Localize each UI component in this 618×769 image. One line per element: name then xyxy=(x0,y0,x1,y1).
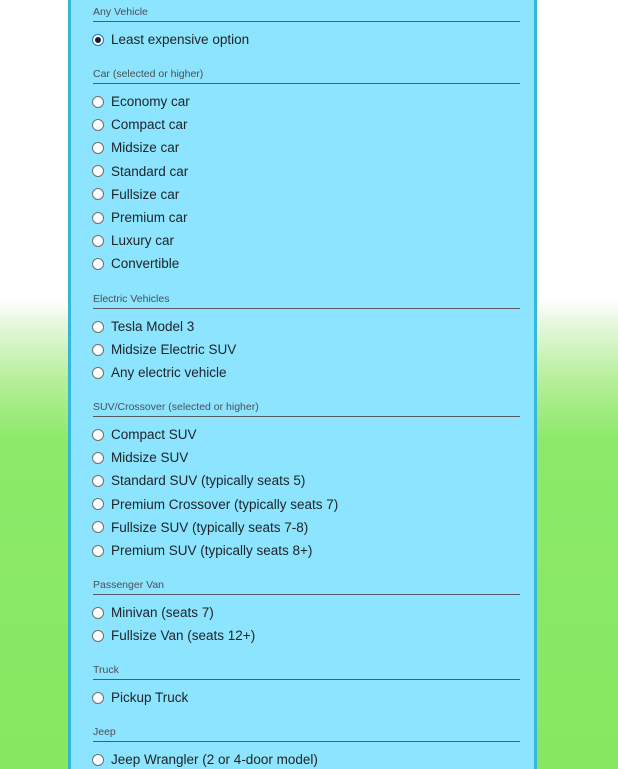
option-label: Jeep Wrangler (2 or 4-door model) xyxy=(111,752,318,768)
option-midsize-suv[interactable] xyxy=(93,446,520,469)
option-fullsize-van[interactable] xyxy=(93,624,520,647)
option-midsize-car[interactable] xyxy=(93,136,520,159)
option-compact-suv[interactable] xyxy=(93,423,520,446)
option-pickup-truck[interactable] xyxy=(93,686,520,709)
option-premium-crossover[interactable] xyxy=(93,493,520,516)
option-convertible[interactable] xyxy=(93,252,520,275)
radio-button[interactable] xyxy=(92,754,104,766)
option-premium-suv[interactable] xyxy=(93,539,520,562)
option-label: Midsize car xyxy=(111,140,180,156)
option-fullsize-car[interactable] xyxy=(93,183,520,206)
option-label: Luxury car xyxy=(111,233,175,249)
option-label: Pickup Truck xyxy=(111,690,189,706)
option-label: Compact SUV xyxy=(111,427,197,443)
radio-button[interactable] xyxy=(92,630,104,642)
option-label: Premium Crossover (typically seats 7) xyxy=(111,496,339,512)
option-label: Economy car xyxy=(111,94,190,110)
radio-button[interactable] xyxy=(92,429,104,441)
option-label: Fullsize SUV (typically seats 7-8) xyxy=(111,519,309,535)
option-label: Standard car xyxy=(111,163,189,179)
option-jeep-wrangler[interactable] xyxy=(93,748,520,769)
option-label: Any electric vehicle xyxy=(111,365,227,381)
group-jeep xyxy=(93,725,520,769)
group-title: Car (selected or higher) xyxy=(93,67,520,84)
group-passenger-van xyxy=(93,578,520,647)
option-tesla-model-3[interactable] xyxy=(93,315,520,338)
group-title: Jeep xyxy=(93,725,520,742)
option-label: Convertible xyxy=(111,256,180,272)
group-title: SUV/Crossover (selected or higher) xyxy=(93,400,520,417)
group-title: Any Vehicle xyxy=(93,5,520,22)
radio-button[interactable] xyxy=(92,367,104,379)
option-label: Standard SUV (typically seats 5) xyxy=(111,473,306,489)
option-label: Tesla Model 3 xyxy=(111,319,195,335)
option-minivan[interactable] xyxy=(93,601,520,624)
option-label: Midsize Electric SUV xyxy=(111,342,237,358)
radio-button[interactable] xyxy=(92,521,104,533)
group-any-vehicle xyxy=(93,5,520,51)
option-luxury-car[interactable] xyxy=(93,229,520,252)
option-standard-suv[interactable] xyxy=(93,469,520,492)
option-label: Compact car xyxy=(111,117,188,133)
radio-button[interactable] xyxy=(92,96,104,108)
radio-button[interactable] xyxy=(92,692,104,704)
option-compact-car[interactable] xyxy=(93,113,520,136)
option-label: Minivan (seats 7) xyxy=(111,605,214,621)
radio-button[interactable] xyxy=(92,452,104,464)
option-economy-car[interactable] xyxy=(93,90,520,113)
radio-button[interactable] xyxy=(92,545,104,557)
option-midsize-electric-suv[interactable] xyxy=(93,338,520,361)
radio-button[interactable] xyxy=(92,498,104,510)
radio-button[interactable] xyxy=(92,188,104,200)
option-label: Fullsize car xyxy=(111,186,180,202)
radio-button[interactable] xyxy=(92,212,104,224)
option-standard-car[interactable] xyxy=(93,160,520,183)
group-title: Truck xyxy=(93,663,520,680)
group-electric xyxy=(93,292,520,385)
option-label: Premium SUV (typically seats 8+) xyxy=(111,543,313,559)
radio-button[interactable] xyxy=(92,321,104,333)
radio-button[interactable] xyxy=(92,165,104,177)
option-label: Midsize SUV xyxy=(111,450,189,466)
radio-button[interactable] xyxy=(92,475,104,487)
radio-button[interactable] xyxy=(92,344,104,356)
option-label: Least expensive option xyxy=(111,32,250,48)
option-least-expensive[interactable] xyxy=(93,28,520,51)
radio-button[interactable] xyxy=(92,607,104,619)
radio-button[interactable] xyxy=(92,34,104,46)
radio-button[interactable] xyxy=(92,142,104,154)
radio-button[interactable] xyxy=(92,235,104,247)
vehicle-class-panel xyxy=(68,0,537,769)
group-truck xyxy=(93,663,520,709)
group-suv xyxy=(93,400,520,562)
group-title: Passenger Van xyxy=(93,578,520,595)
radio-button[interactable] xyxy=(92,258,104,270)
option-label: Fullsize Van (seats 12+) xyxy=(111,628,256,644)
option-premium-car[interactable] xyxy=(93,206,520,229)
option-fullsize-suv[interactable] xyxy=(93,516,520,539)
radio-button[interactable] xyxy=(92,119,104,131)
option-any-electric[interactable] xyxy=(93,361,520,384)
group-title: Electric Vehicles xyxy=(93,292,520,309)
option-label: Premium car xyxy=(111,210,188,226)
group-car xyxy=(93,67,520,276)
